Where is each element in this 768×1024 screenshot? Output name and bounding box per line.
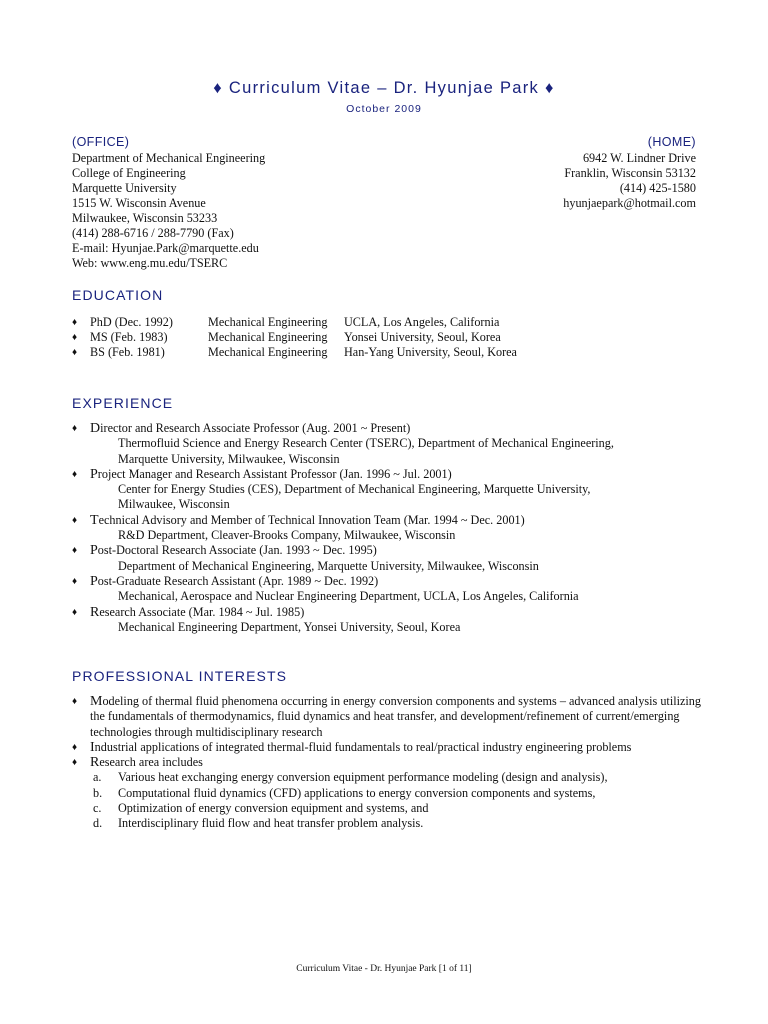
diamond-bullet-icon: ♦ [72, 514, 78, 526]
education-degree: BS (Feb. 1981) [90, 345, 165, 360]
office-address [72, 135, 392, 271]
interest-text: odeling of thermal fluid phenomena occurring in energy conversion components and systems – advanced analysis utilizing the fundamentals of thermodynamics, fluid dynamics and heat transfer, and development/refinement of current/emerging technologies through multidisciplinary research [90, 694, 701, 739]
research-area-label: b. [93, 785, 103, 800]
experience-initial: D [90, 421, 101, 436]
interest-initial: R [90, 755, 100, 771]
interest-item [72, 694, 702, 740]
office-line: 1515 W. Wisconsin Avenue [72, 196, 206, 210]
education-school: Han-Yang University, Seoul, Korea [344, 345, 517, 360]
experience-title: ost-Graduate Research Assistant (Apr. 1989 ~ Dec. 1992) [97, 573, 379, 588]
diamond-bullet-icon: ♦ [72, 757, 78, 769]
home-phone: (414) 425-1580 [619, 181, 696, 195]
diamond-bullet-icon: ♦ [72, 696, 78, 707]
education-heading: EDUCATION [72, 287, 164, 303]
research-area-text: Optimization of energy conversion equipment and systems, and [118, 801, 429, 816]
interest-item [72, 755, 702, 770]
diamond-bullet-icon: ♦ [72, 347, 78, 359]
experience-title: echnical Advisory and Member of Technical Innovation Team (Mar. 1994 ~ Dec. 2001) [98, 512, 525, 527]
experience-title: ost-Doctoral Research Associate (Jan. 1993 ~ Dec. 1995) [97, 543, 377, 558]
experience-item [72, 574, 702, 589]
education-degree: PhD (Dec. 1992) [90, 315, 173, 329]
research-area-item [72, 770, 702, 785]
diamond-bullet-icon: ♦ [72, 575, 78, 587]
experience-initial: P [90, 573, 98, 589]
home-email[interactable]: hyunjaepark@hotmail.com [563, 196, 696, 210]
experience-detail: Center for Energy Studies (CES), Department of Mechanical Engineering, Marquette University, [118, 482, 591, 497]
education-row [72, 315, 702, 330]
experience-initial: T [90, 512, 99, 528]
research-area-item [72, 786, 702, 801]
experience-detail: Mechanical, Aerospace and Nuclear Engineering Department, UCLA, Los Angeles, California [118, 589, 579, 604]
research-area-text: Computational fluid dynamics (CFD) applications to energy conversion components and systems, [118, 785, 596, 800]
interests-list [72, 694, 702, 832]
diamond-bullet-icon: ♦ [72, 423, 78, 434]
diamond-bullet-icon: ♦ [72, 545, 78, 557]
home-line: Franklin, Wisconsin 53132 [564, 166, 696, 180]
education-row [72, 345, 702, 360]
experience-list [72, 421, 702, 635]
education-row [72, 330, 702, 345]
office-website[interactable]: Web: www.eng.mu.edu/TSERC [72, 256, 228, 270]
research-area-text: Various heat exchanging energy conversion equipment performance modeling (design and analysis), [118, 770, 608, 785]
office-line: Milwaukee, Wisconsin 53233 [72, 211, 218, 225]
education-school: UCLA, Los Angeles, California [344, 315, 500, 329]
diamond-bullet-icon: ♦ [72, 741, 78, 753]
experience-detail: R&D Department, Cleaver-Brooks Company, Milwaukee, Wisconsin [118, 528, 456, 543]
education-field: Mechanical Engineering [208, 345, 328, 360]
education-field: Mechanical Engineering [208, 330, 328, 345]
education-field: Mechanical Engineering [208, 315, 328, 329]
experience-detail: Mechanical Engineering Department, Yonsei University, Seoul, Korea [118, 619, 461, 634]
office-line: Department of Mechanical Engineering [72, 151, 266, 165]
interest-text: ndustrial applications of integrated thermal-fluid fundamentals to real/practical industry engineering problems [94, 739, 632, 754]
experience-initial: R [90, 604, 100, 620]
research-area-item [72, 801, 702, 816]
education-school: Yonsei University, Seoul, Korea [344, 330, 501, 345]
education-degree: MS (Feb. 1983) [90, 330, 168, 345]
office-email[interactable]: E-mail: Hyunjae.Park@marquette.edu [72, 241, 259, 255]
home-line: 6942 W. Lindner Drive [582, 151, 696, 165]
diamond-bullet-icon: ♦ [72, 332, 78, 344]
experience-title: irector and Research Associate Professor (Aug. 2001 ~ Present) [100, 421, 411, 435]
home-address [376, 135, 696, 211]
experience-item [72, 467, 702, 482]
experience-item [72, 543, 702, 558]
experience-initial: P [90, 543, 98, 559]
document-date: October 2009 [346, 103, 422, 115]
interest-initial: M [90, 694, 103, 709]
experience-detail: Department of Mechanical Engineering, Marquette University, Milwaukee, Wisconsin [118, 558, 539, 573]
diamond-bullet-icon: ♦ [72, 606, 78, 618]
experience-detail: Thermofluid Science and Energy Research Center (TSERC), Department of Mechanical Engineering, [118, 436, 614, 451]
experience-detail: Marquette University, Milwaukee, Wisconsin [118, 451, 340, 466]
office-phone: (414) 288-6716 / 288-7790 (Fax) [72, 226, 234, 240]
research-area-label: d. [93, 816, 103, 831]
page-footer: Curriculum Vitae - Dr. Hyunjae Park [1 of 11] [296, 964, 472, 974]
research-area-item [72, 816, 702, 831]
office-line: College of Engineering [72, 166, 186, 180]
office-line: Marquette University [72, 181, 177, 195]
education-list [72, 315, 702, 361]
experience-item [72, 513, 702, 528]
experience-item [72, 421, 702, 436]
experience-title: esearch Associate (Mar. 1984 ~ Jul. 1985) [99, 604, 305, 619]
research-area-label: c. [93, 801, 102, 816]
experience-detail: Milwaukee, Wisconsin [118, 497, 230, 512]
diamond-bullet-icon: ♦ [72, 317, 78, 328]
interest-item [72, 740, 702, 755]
research-area-text: Interdisciplinary fluid flow and heat transfer problem analysis. [118, 816, 424, 831]
research-area-label: a. [93, 770, 102, 785]
experience-item [72, 605, 702, 620]
home-heading: (HOME) [647, 135, 696, 149]
interest-initial: I [90, 739, 95, 755]
diamond-bullet-icon: ♦ [72, 468, 78, 480]
experience-initial: P [90, 466, 98, 482]
office-heading: (OFFICE) [72, 135, 130, 149]
experience-title: roject Manager and Research Assistant Professor (Jan. 1996 ~ Jul. 2001) [97, 466, 452, 481]
page-title: ♦ Curriculum Vitae – Dr. Hyunjae Park ♦ [213, 79, 555, 97]
interests-heading: PROFESSIONAL INTERESTS [72, 668, 288, 684]
experience-heading: EXPERIENCE [72, 395, 174, 411]
interest-text: esearch area includes [99, 755, 203, 770]
